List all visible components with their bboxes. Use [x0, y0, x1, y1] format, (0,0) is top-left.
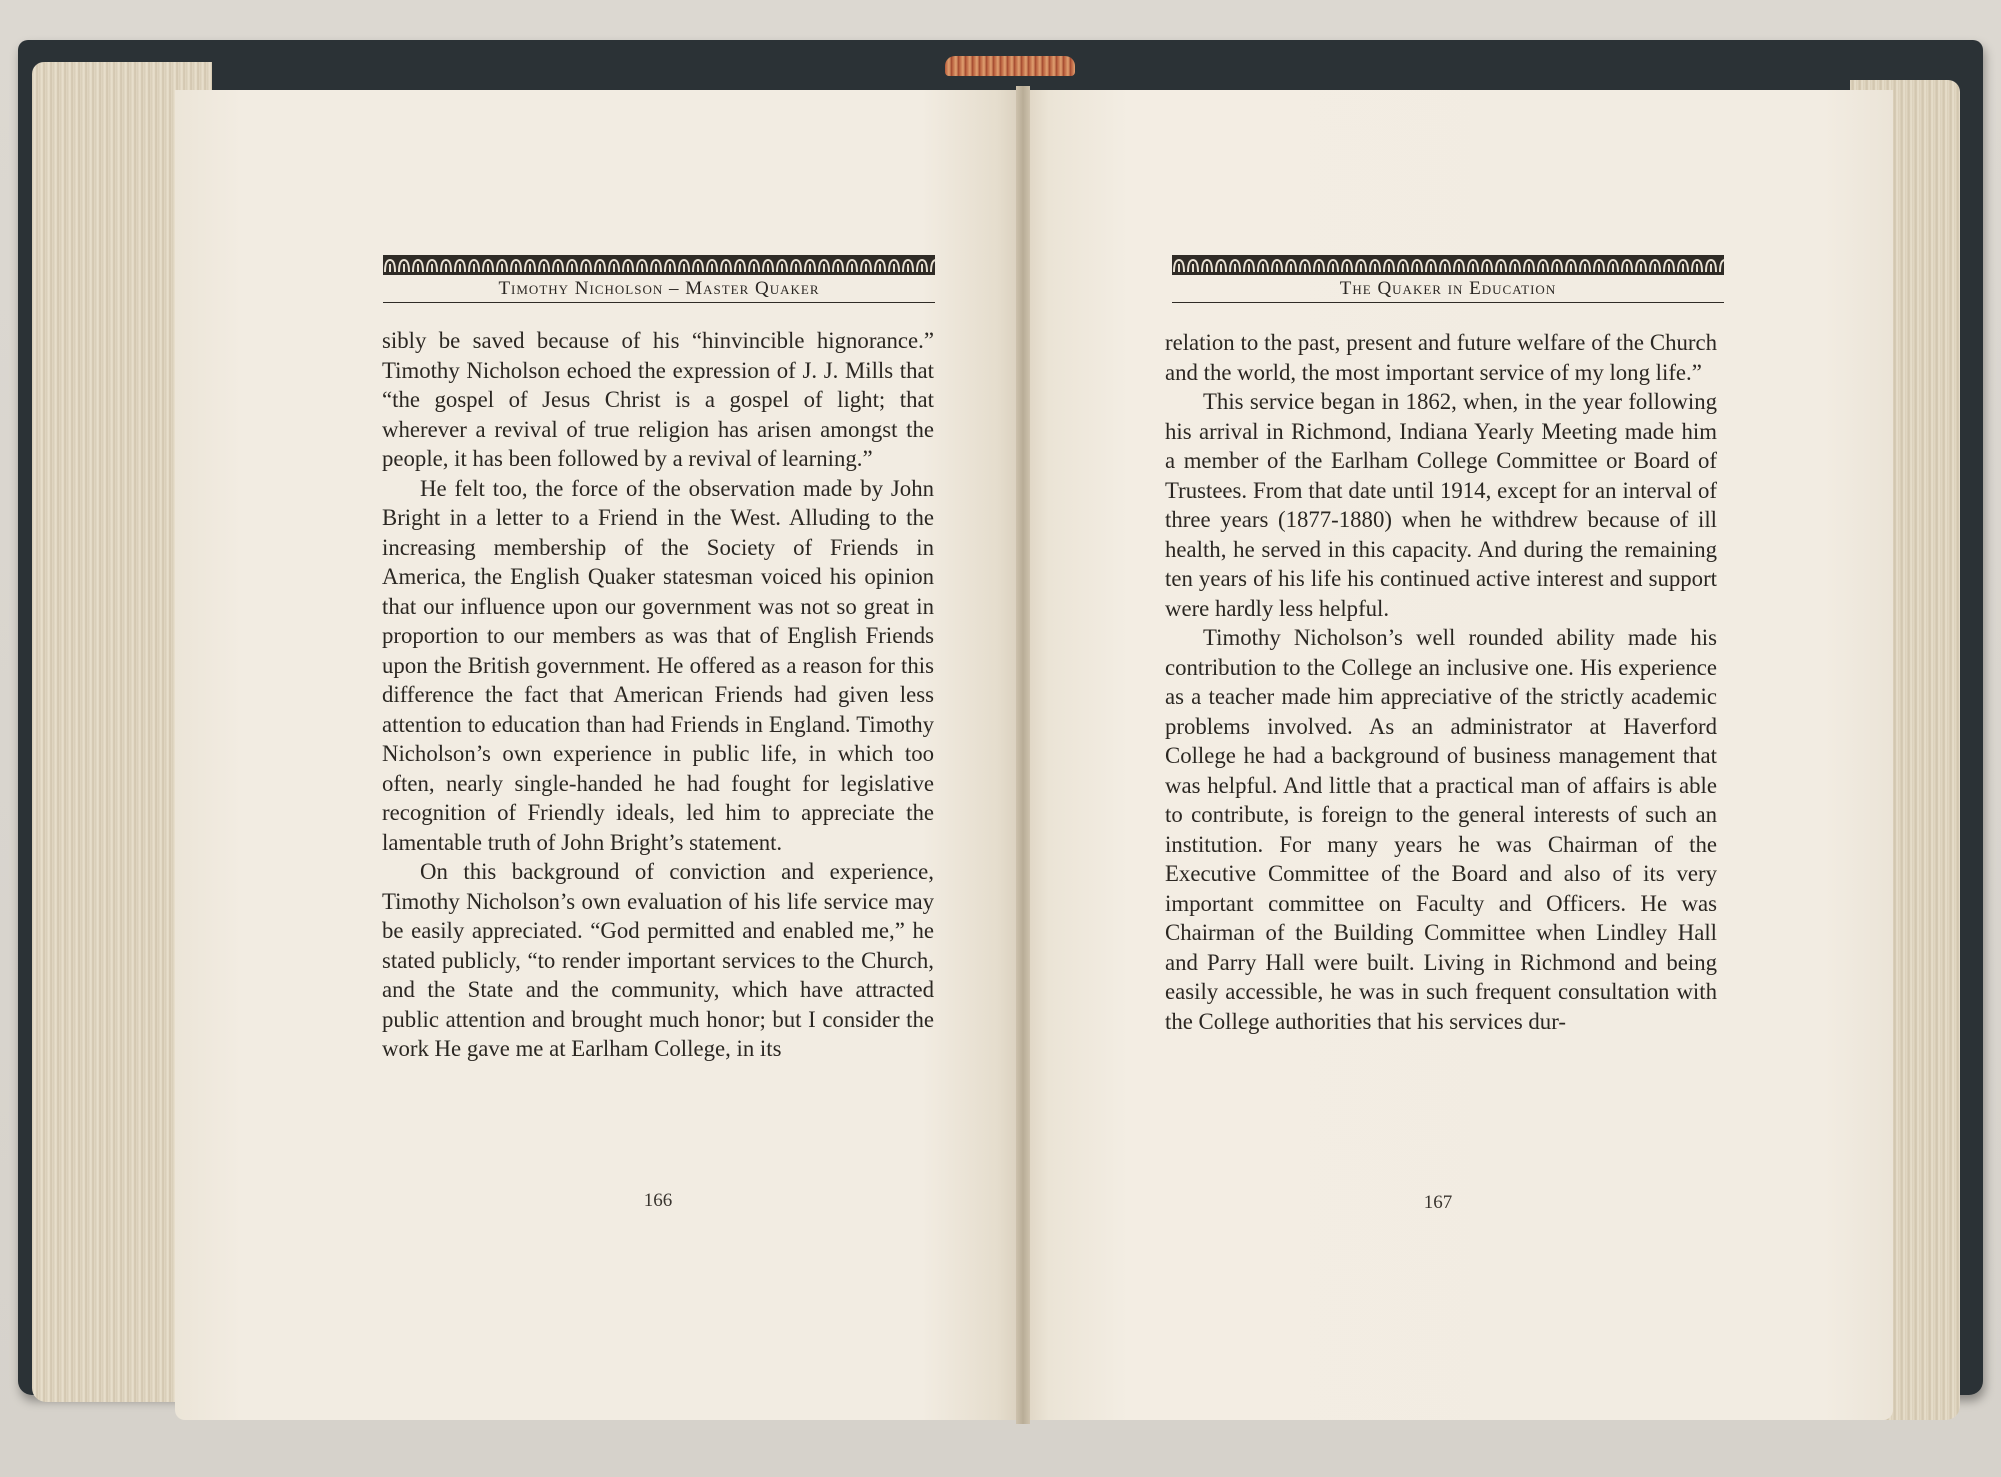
left-running-head-text: Timothy Nicholson – Master Quaker — [383, 278, 935, 303]
left-running-head — [383, 255, 935, 303]
paragraph: sibly be saved because of his “hinvincible hignorance.” Timothy Nicholson echoed the expression of J. J. Mills that “the gospel of Jesus Christ is a gospel of light; that wherever a revival of true religion has arisen amongst the people, it has been followed by a revival of learning.” — [382, 328, 934, 471]
ornamental-border-icon — [1172, 255, 1724, 275]
right-running-head — [1172, 255, 1724, 303]
ornamental-border-icon — [383, 255, 935, 275]
paragraph: He felt too, the force of the observation made by John Bright in a letter to a Friend in the West. Alluding to the increasing membership of the Society of Friends in America, the English Quaker statesman voiced his opinion that our influence upon our government was not so great in proportion to our members as was that of English Friends upon the British government. He offered as a reason for this difference the fact that American Friends had given less attention to education than had Friends in England. Timothy Nicholson’s own experience in public life, in which too often, nearly single-handed he had fought for legislative recognition of Friendly ideals, led him to appreciate the lamentable truth of John Bright’s statement. — [382, 475, 934, 855]
left-text-block — [382, 326, 934, 1064]
right-page-number: 167 — [1423, 1192, 1453, 1213]
paragraph: This service began in 1862, when, in the year following his arrival in Richmond, Indiana Yearly Meeting made him a member of the Earlham College Committee or Board of Trustees. From that date until 1914, except for an interval of three years (1877-1880) when he withdrew because of ill health, he served in this capacity. And during the remaining ten years of his life his continued active interest and support were hardly less helpful. — [1165, 389, 1717, 621]
spine-headband — [945, 56, 1075, 76]
right-text-block — [1165, 328, 1717, 1036]
paragraph: On this background of conviction and experience, Timothy Nicholson’s own evaluation of his life service may be easily appreciated. “God permitted and enabled me,” he stated publicly, “to render important services to the Church, and the State and the community, which have attracted public attention and brought much honor; but I consider the work He gave me at Earlham College, in its — [382, 859, 934, 1061]
paragraph: Timothy Nicholson’s well rounded ability made his contribution to the College an inclusive one. His experience as a teacher made him appreciative of the strictly academic problems involved. As an administrator at Haverford College he had a background of business management that was helpful. And little that a practical man of affairs is able to contribute, is foreign to the general interests of such an institution. For many years he was Chairman of the Executive Committee of the Board and also of its very important committee on Faculty and Officers. He was Chairman of the Building Committee when Lindley Hall and Parry Hall were built. Living in Richmond and being easily accessible, he was in such frequent consultation with the College authorities that his services dur- — [1165, 625, 1717, 1034]
left-page-number: 166 — [643, 1190, 673, 1211]
right-running-head-text: The Quaker in Education — [1172, 278, 1724, 303]
book-gutter — [1016, 86, 1030, 1424]
paragraph: relation to the past, present and future welfare of the Church and the world, the most important service of my long life.” — [1165, 330, 1717, 385]
